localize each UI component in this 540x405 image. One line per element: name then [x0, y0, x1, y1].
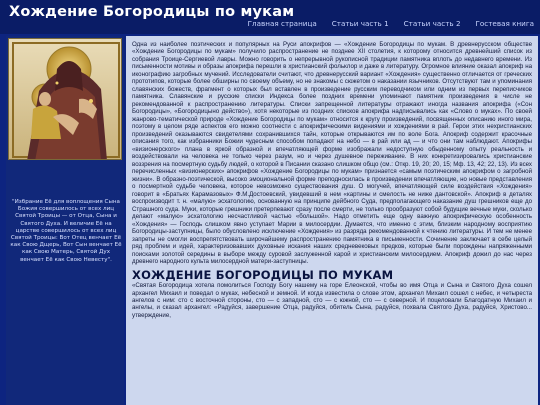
- theotokos-icon-image: [8, 38, 122, 160]
- article-intro: Одна из наиболее поэтических и популярных на Руси апокрифов — «Хождение Богородицы по мукам. В древнерусском обществе «Хождение Богородицы по мукам» получило распространение не позднее XII столетия, к которому относится древнейший список из собрания Троице-Сергиевой лавры. Можно говорить о непрерывной рукописной традиции памятника вплоть до недавнего времени. Из письменности мотивы и образы апокрифа перешли в христианский фольклор и даже в литературу. Огромное влияние оказал апокриф на иконографию загробных мучений. Исследователи считают, что древнерусский вариант «Хождения» существенно отличается от греческих прототипов, которые более обширны по своему объему, но не знакомы с сюжетом о наказании язычников. Отсутствуют там и упоминания славянских божеств, фрагмент о которых был вставлен в произведение русским переводчиком или одним из первых переписчиков памятника. Славянские и русские списки Индекса более поздних времени упоминают памятник произведения в числе не рекомендованной к распространению литературы. Списки запрещенной литературы отражают иногда названия апокрифа («Сон Богородицы», «Богородицыно действо»), хотя некоторые из поздних списков апокрифа надписывались как «Слово о муках». По своей жанрово-тематической природе «Хождение Богородицы по мукам» относится к кругу произведений, посвященных описанию иного мира, поэтому в целом ряде аспектов его можно соотнести с апокрифическими видениями и хождениями в рай. Герои этих нехристианских произведений оказываются свидетелями сохранившихся тайн, которые открываются им по воле Бога. Апокриф содержит красочные описания того, как избранники Божии чудесным способом попадают на небо — в рай или ад — и что они там наблюдают. Апокрифы «визионерского» плана в яркой образной и впечатляющей форме изображали недоступную обыденному опыту реальность и воздействовали на человека не только через разум, но и через душевное переживание. В них конкретизировались христианские воззрения на посмертную судьбу людей, о которой в Писании сказано слишком общо (см.: Откр. 19, 20; 20, 15; Мф. 13, 42; 22, 13). Из всех перечисленных «визионерских» апокрифов «Хождение Богородицы по мукам» признается «самым поэтическим апокрифом о загробной жизни». В образно-поэтической, высоко эмоциональной форме преподносилась в произведении впечатляющие, но новые представления о посмертной судьбе человека, которое невозможно существования душ. О могучей, впечатляющей силе воздействия «Хождения» говорит в «Братьях Карамазовых» Ф.М.Достоевский, увидевший в нем «картины и смелость не ниже дантовской». Апокриф в деталях воспроизводит т. н. «малую» эсхатологию, основанную на принципе дейбного Суда, предполагающего наказание душ грешников еще до Страшного суда. Муки, которые грешники претерпевают сразу после смерти, не только прообразуют собой будущие вечные муки, сколько делают «малую» эсхатологию несчастливой частью «большой». Надо отметить еще одну важную апокрифическую особенность «Хождения» — Господь слишком явно уступает Марии в милосердии. Думается, что именно с этим, близким народному восприятию Богородицы-заступницы, было обусловлено исключение «Хождения» из разряда рекомендованной к чтению литературы. И тем не менее запреты не смогли воспрепятствовать широчайшему распространению памятника в письменности. Сочинение заключает в себе целый ряд проблем и идей, характеризовавших духовные искания наших средневековых предков, которые были порождены напряженными поисками золотой середины в выборе между суровой заслуженной карой и христианским милосердием. Апокриф дожил до нас через древнего народного культа милосердной матери-заступницы.: [132, 41, 532, 266]
- section-heading: ХОЖДЕНИЕ БОГОРОДИЦЫ ПО МУКАМ: [132, 267, 394, 282]
- nav-link-guestbook[interactable]: Гостевая книга: [475, 19, 534, 28]
- main-content: [126, 36, 538, 405]
- top-nav: [248, 19, 534, 28]
- site-header: [0, 0, 540, 34]
- article-body: «Святая Богородица хотела помолиться Господу Богу нашему на горе Елеонской, чтобы во имя Отца и Сына и Святого Духа сошел архангел Михаил и поведал о муках, небесной и земной. И когда известила о слове этом, архангел Михаил сошел с небес, и четыреста ангелов с ним: сто с восточной стороны, сто — с западной, сто — с южной, сто — с северной. И поцеловали Благодатную Михаил и ангелы, и сказал архангел: «Радуйся, завершение Отца, радуйся, обитель Сына, радуйся, похвала Святого Духа, радуйся, Христово... утверждение,: [132, 282, 532, 319]
- site-title: Хождение Богородицы по мукам: [9, 4, 295, 20]
- nav-link-articles-2[interactable]: Статьи часть 2: [403, 19, 461, 28]
- sidebar: [6, 36, 124, 405]
- nav-link-articles-1[interactable]: Статьи часть 1: [331, 19, 389, 28]
- icon-caption: "Избрание Её для воплощения Сына Божия совершилось от всех лиц Святой Троицы — от Отца, Сына и Святого Духа. И величие Её на царстве совершилось от всех лиц Святой Троицы: Вот Отец венчает Её как Свою Дщерь, Вот Сын венчает Её как Свою Матерь, Святой Дух венчает Её как Свою Невесту".: [10, 199, 122, 263]
- nav-link-home[interactable]: Главная страница: [247, 19, 317, 28]
